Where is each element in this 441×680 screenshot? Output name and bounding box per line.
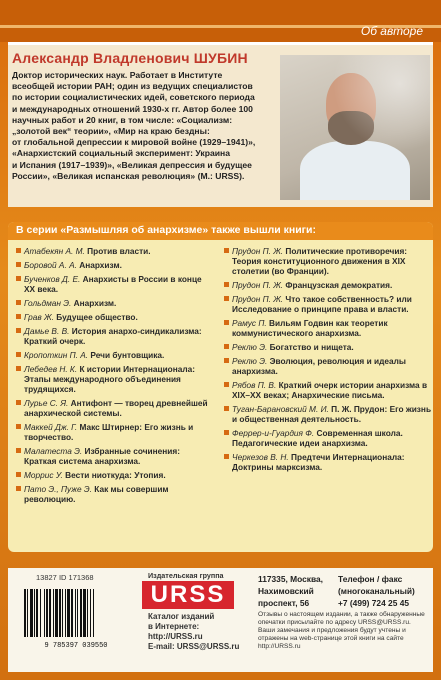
barcode-bar: [75, 589, 76, 637]
book-title: История анархо-синдикализма: Краткий очерк.: [24, 326, 202, 346]
book-author: Маккей Дж. Г.: [24, 422, 78, 432]
barcode-bar: [65, 589, 66, 637]
author-bio: [12, 70, 274, 182]
book-author: Рябов П. В.: [232, 380, 277, 390]
catalog-url[interactable]: http://URSS.ru: [148, 631, 203, 641]
book-author: Лебедев Н. К.: [24, 364, 78, 374]
book-entry: [224, 246, 432, 276]
book-author: Атабекян А. М.: [24, 246, 85, 256]
book-entry: [224, 404, 432, 424]
book-entry: [16, 260, 212, 270]
book-entry: [16, 422, 212, 442]
book-author: Феррер-и-Гуардия Ф.: [232, 428, 315, 438]
book-title: Макс Штирнер: Его жизнь и творчество.: [24, 422, 194, 442]
book-title: Против власти.: [87, 246, 151, 256]
book-entry: [16, 298, 212, 308]
address-line: Нахимовский: [258, 586, 314, 596]
bullet-icon: [16, 366, 21, 371]
phone-info: [338, 573, 434, 609]
book-author: Малатеста Э.: [24, 446, 83, 456]
book-author: Кропоткин П. А.: [24, 350, 89, 360]
bullet-icon: [224, 296, 229, 301]
publisher-label: Издательская группа: [148, 571, 224, 580]
bio-line: по истории социалистических идей, советского периода: [12, 92, 255, 103]
book-title: П. Ж. Прудон: Его жизнь и общественная деятельность.: [232, 404, 432, 424]
isbn-code: 13827 ID 171368: [36, 573, 94, 582]
barcode-bar: [67, 589, 70, 637]
barcode: [20, 585, 132, 649]
barcode-bar: [90, 589, 91, 637]
book-author: Гольдман Э.: [24, 298, 72, 308]
address-line: проспект, 56: [258, 598, 310, 608]
catalog-info: [148, 612, 258, 641]
bullet-icon: [224, 344, 229, 349]
book-title: Современная школа. Педагогические идеи анархизма.: [232, 428, 403, 448]
book-title: Анархисты в России в конце XX века.: [24, 274, 202, 294]
book-author: Грав Ж.: [24, 312, 54, 322]
book-entry: [16, 398, 212, 418]
catalog-line: Каталог изданий: [148, 612, 215, 621]
book-title: Предтечи Интернационала: Доктрины марксизма.: [232, 452, 405, 472]
book-author: Туган-Барановский М. И.: [232, 404, 329, 414]
section-title: Об авторе: [360, 24, 423, 38]
barcode-bar: [55, 589, 58, 637]
bullet-icon: [16, 352, 21, 357]
book-title: Антифонт — творец древнейшей анархической системы.: [24, 398, 208, 418]
author-photo: [280, 55, 430, 200]
book-author: Пато Э., Пуже Э.: [24, 484, 92, 494]
book-title: Богатство и нищета.: [269, 342, 354, 352]
book-author: Прудон П. Ж.: [232, 280, 284, 290]
bio-line: всеобщей истории РАН; один из ведущих специалистов: [12, 81, 253, 92]
series-title: В серии «Размышляя об анархизме» также вышли книги:: [16, 224, 316, 236]
book-entry: [224, 280, 432, 290]
book-author: Черкезов В. Н.: [232, 452, 289, 462]
bullet-icon: [16, 328, 21, 333]
book-author: Рамус П.: [232, 318, 267, 328]
book-entry: [224, 318, 432, 338]
author-name: Александр Владленович ШУБИН: [12, 50, 248, 66]
book-entry: [16, 446, 212, 466]
bullet-icon: [224, 248, 229, 253]
book-title: Избранные сочинения: Краткая система анархизма.: [24, 446, 180, 466]
bullet-icon: [16, 424, 21, 429]
bullet-icon: [16, 248, 21, 253]
bullet-icon: [16, 276, 21, 281]
barcode-bar: [27, 589, 28, 637]
barcode-bar: [24, 589, 26, 637]
bio-line: и международных отношений 1930-х гг. Автор более 100: [12, 103, 253, 114]
phone-number: +7 (499) 724 25 45: [338, 598, 410, 608]
book-entry: [224, 380, 432, 400]
bullet-icon: [16, 472, 21, 477]
bio-line: Доктор исторических наук. Работает в Институте: [12, 70, 223, 80]
barcode-bar: [49, 589, 51, 637]
book-author: Реклю Э.: [232, 356, 268, 366]
address-line: 117335, Москва,: [258, 574, 323, 584]
book-title: Будущее общество.: [56, 312, 138, 322]
series-list-left: [16, 246, 212, 508]
bullet-icon: [16, 448, 21, 453]
barcode-bar: [44, 589, 45, 637]
book-title: Как мы совершим революцию.: [24, 484, 169, 504]
bio-line: „золотой век“ теории», «Мир на краю бездны:: [12, 126, 210, 137]
book-entry: [224, 452, 432, 472]
bullet-icon: [16, 314, 21, 319]
barcode-bar: [87, 589, 88, 637]
book-title: Вильям Годвин как теоретик коммунистического анархизма.: [232, 318, 388, 338]
barcode-bar: [46, 589, 48, 637]
barcode-bar: [59, 589, 61, 637]
barcode-bar: [30, 589, 33, 637]
book-entry: [16, 350, 212, 360]
book-author: Реклю Э.: [232, 342, 268, 352]
book-title: Вести ниоткуда: Утопия.: [65, 470, 166, 480]
book-author: Моррис У.: [24, 470, 63, 480]
book-entry: [16, 364, 212, 394]
bullet-icon: [224, 454, 229, 459]
book-entry: [224, 342, 432, 352]
feedback-note: Отзывы о настоящем издании, а также обнаруженные опечатки присылайте по адресу URSS@URSS.ru. Ваши замечания и предложения будут учтены и отражены на web-странице этой книги на сайте http://URSS.ru: [258, 611, 425, 650]
barcode-bar: [77, 589, 78, 637]
book-entry: [16, 470, 212, 480]
bullet-icon: [224, 282, 229, 287]
book-title: К истории Интернационала: Этапы международного объединения трудящихся.: [24, 364, 196, 394]
book-title: Речи бунтовщика.: [90, 350, 165, 360]
book-author: Лурье С. Я.: [24, 398, 69, 408]
bullet-icon: [16, 400, 21, 405]
phone-line: Телефон / факс: [338, 574, 403, 584]
barcode-bar: [34, 589, 35, 637]
barcode-bar: [62, 589, 63, 637]
urss-logo: URSS: [142, 581, 234, 609]
book-entry: [16, 246, 212, 256]
book-entry: [224, 294, 432, 314]
book-title: Краткий очерк истории анархизма в XIX–XX веках; Анархические письма.: [232, 380, 428, 400]
address: [258, 573, 336, 609]
bio-line: научных работ и 20 книг, в том числе: «Социализм:: [12, 114, 233, 125]
email-link[interactable]: E-mail: URSS@URSS.ru: [148, 642, 240, 651]
bullet-icon: [224, 430, 229, 435]
series-list-right: [224, 246, 432, 476]
barcode-bar: [83, 589, 86, 637]
barcode-bar: [36, 589, 38, 637]
bio-line: от глобальной депрессии к мировой войне (1929–1941)»,: [12, 137, 256, 148]
bullet-icon: [224, 358, 229, 363]
book-author: Прудон П. Ж.: [232, 294, 284, 304]
book-title: Что такое собственность? или Исследование о принципе права и власти.: [232, 294, 412, 314]
book-title: Эволюция, революция и идеалы анархизма.: [232, 356, 406, 376]
bullet-icon: [16, 262, 21, 267]
book-entry: [224, 356, 432, 376]
bullet-icon: [224, 320, 229, 325]
book-entry: [16, 484, 212, 504]
book-entry: [224, 428, 432, 448]
barcode-bar: [71, 589, 73, 637]
book-author: Бученков Д. Е.: [24, 274, 81, 284]
book-author: Дамье В. В.: [24, 326, 70, 336]
book-title: Французская демократия.: [285, 280, 393, 290]
barcode-digits: 9 785397 039550: [44, 642, 108, 649]
book-author: Боровой А. А.: [24, 260, 77, 270]
book-entry: [16, 274, 212, 294]
book-author: Прудон П. Ж.: [232, 246, 284, 256]
bullet-icon: [224, 406, 229, 411]
phone-line: (многоканальный): [338, 586, 415, 596]
bullet-icon: [16, 486, 21, 491]
book-title: Анархизм.: [73, 298, 117, 308]
bullet-icon: [224, 382, 229, 387]
barcode-bar: [93, 589, 94, 637]
bio-line: и Испания (1917–1939)», «Великая депрессия и будущее: [12, 159, 252, 170]
book-entry: [16, 326, 212, 346]
book-title: Политические противоречия: Теория конституционного движения в XIX столетии (во Франции).: [232, 246, 408, 276]
barcode-bar: [80, 589, 82, 637]
book-title: Анархизм.: [79, 260, 122, 270]
bio-line: «Анархистский социальный эксперимент: Украина: [12, 148, 230, 159]
bio-line: России», «Великая испанская революция» (М.: URSS).: [12, 170, 245, 181]
barcode-bar: [53, 589, 54, 637]
bullet-icon: [16, 300, 21, 305]
barcode-bar: [40, 589, 41, 637]
catalog-line: в Интернете:: [148, 621, 200, 631]
book-entry: [16, 312, 212, 322]
